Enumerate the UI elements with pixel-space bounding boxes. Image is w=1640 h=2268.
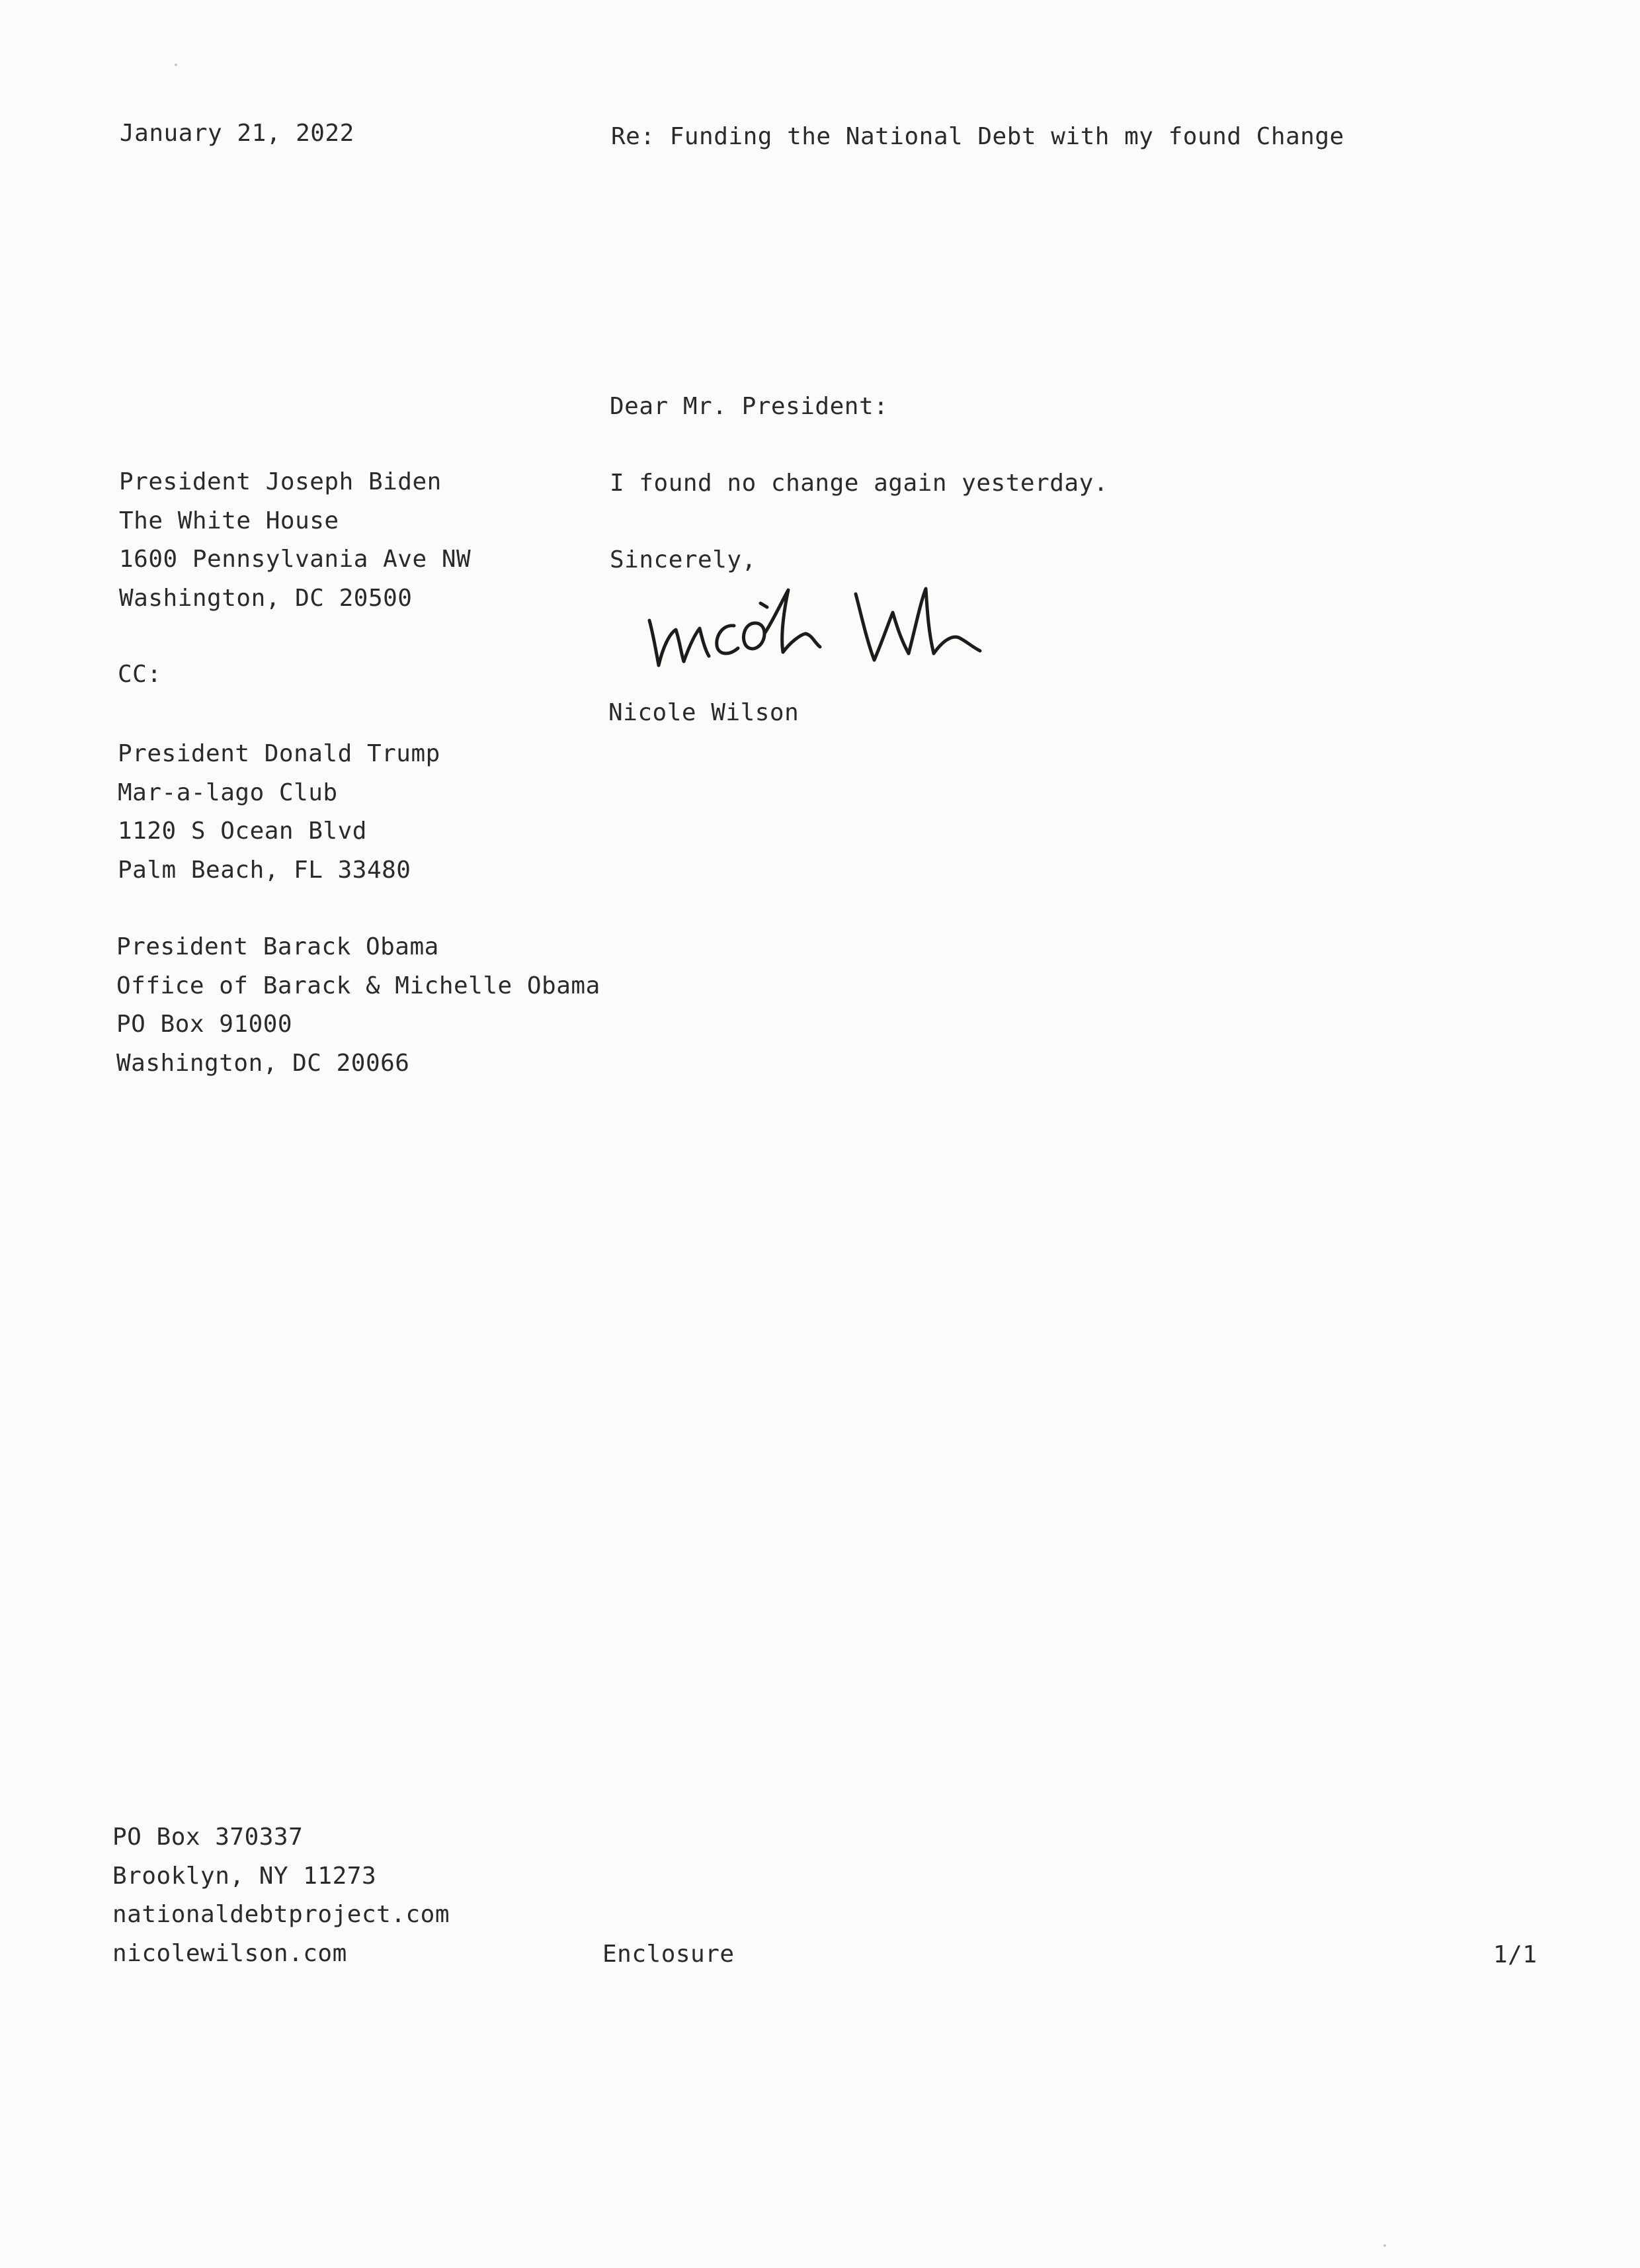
address-line: President Joseph Biden [119, 468, 442, 495]
address-line: The White House [119, 507, 339, 534]
address-line: PO Box 91000 [116, 1011, 293, 1038]
website-link[interactable]: nicolewilson.com [112, 1939, 347, 1967]
address-line: 1600 Pennsylvania Ave NW [119, 546, 472, 573]
salutation: Dear Mr. President: [610, 393, 889, 420]
cc-recipient-1 [118, 735, 440, 890]
scan-speck [175, 63, 177, 66]
address-line: Washington, DC 20066 [116, 1049, 410, 1077]
address-line: Washington, DC 20500 [119, 584, 413, 612]
letter-subject: Re: Funding the National Debt with my found Change [611, 123, 1344, 150]
cc-label: CC: [118, 661, 162, 688]
closing: Sincerely, [610, 546, 757, 573]
address-line: Palm Beach, FL 33480 [118, 856, 411, 884]
recipient-address [119, 463, 471, 618]
address-line: Brooklyn, NY 11273 [112, 1862, 377, 1890]
address-line: 1120 S Ocean Blvd [118, 818, 367, 845]
address-line: President Barack Obama [116, 933, 439, 960]
letter-body: I found no change again yesterday. [610, 470, 1108, 497]
address-line: Office of Barack & Michelle Obama [116, 972, 600, 999]
signature-image [641, 582, 985, 681]
address-line: Mar-a-lago Club [118, 778, 338, 806]
address-line: President Donald Trump [118, 740, 440, 767]
signer-name: Nicole Wilson [608, 699, 800, 726]
address-line: PO Box 370337 [112, 1824, 304, 1851]
sender-address [112, 1818, 450, 1973]
website-link[interactable]: nationaldebtproject.com [112, 1901, 450, 1929]
cc-recipient-2 [116, 928, 600, 1083]
enclosure-note: Enclosure [602, 1941, 735, 1968]
scan-speck [1383, 2244, 1386, 2247]
letter-date: January 21, 2022 [120, 120, 354, 147]
page-number: 1/1 [1493, 1941, 1538, 1968]
